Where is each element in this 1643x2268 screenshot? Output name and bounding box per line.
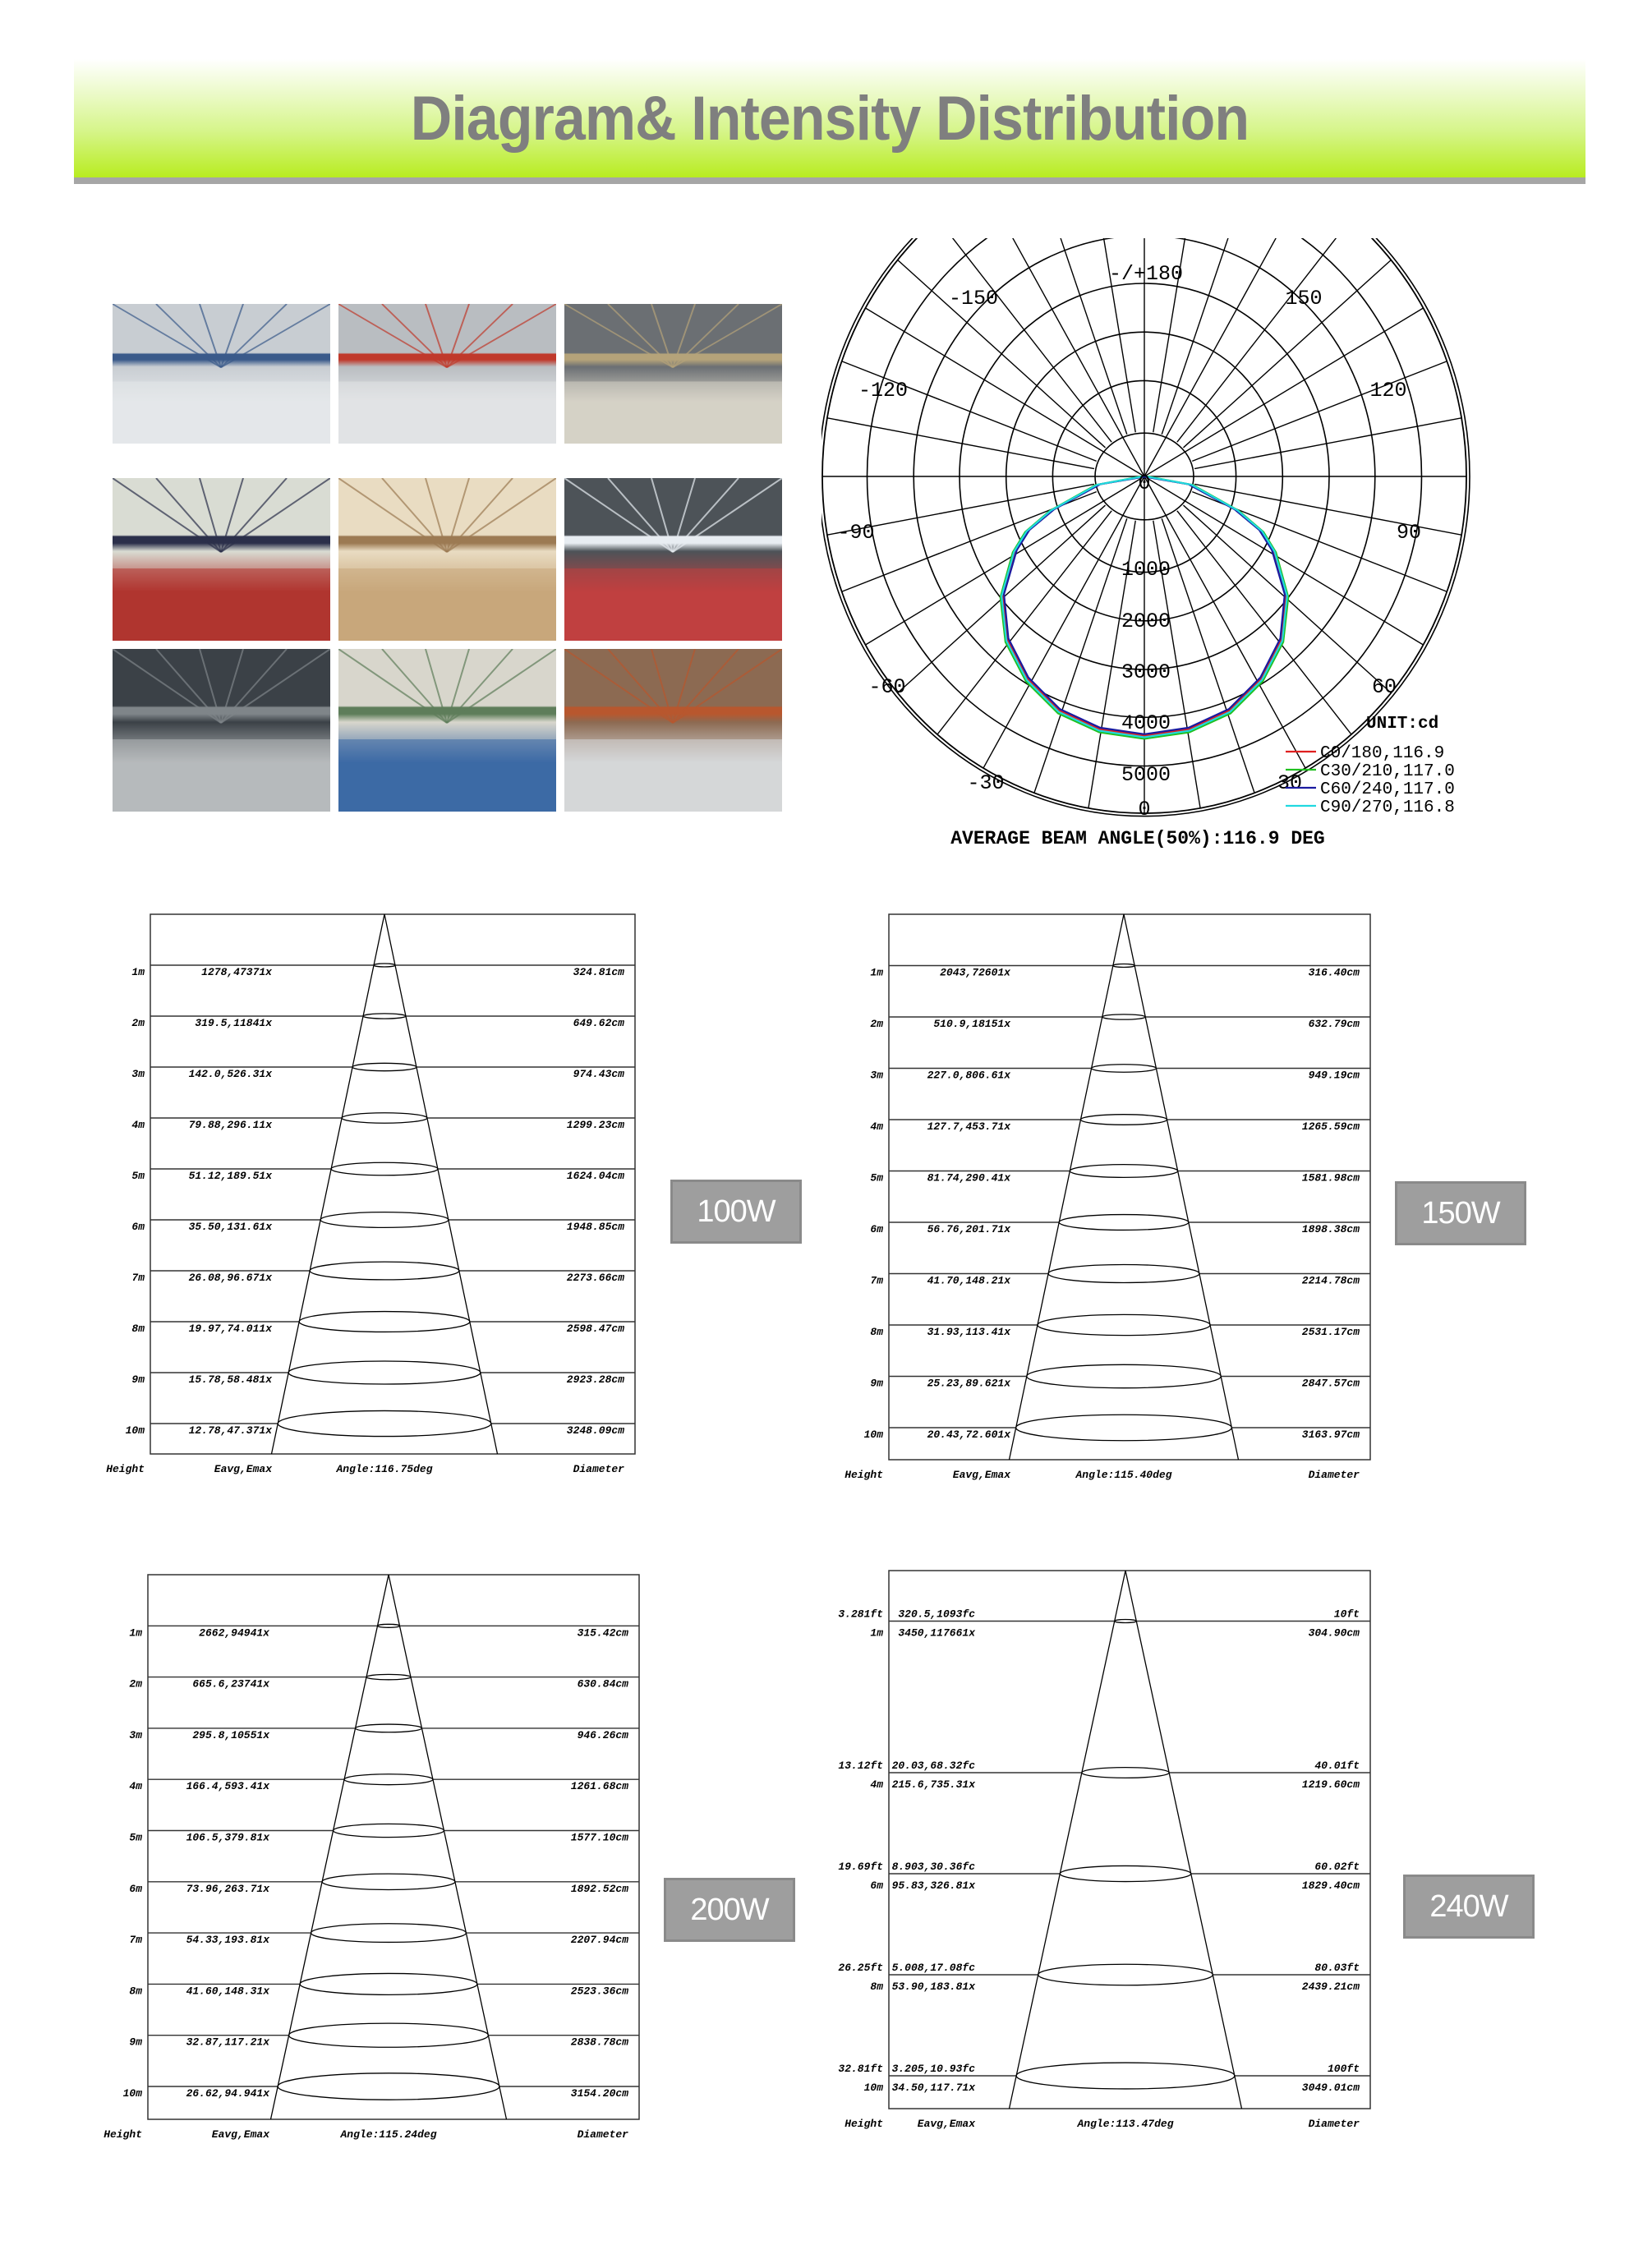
row-diameter: 2531.17cm (1301, 1326, 1360, 1338)
cone-chart-150w (813, 904, 1405, 1495)
row-diameter: 324.81cm (573, 966, 624, 978)
banner-underline (74, 177, 1585, 184)
row-illuminance: 41.60,148.31x (186, 1985, 269, 1998)
beam-ellipse (352, 1063, 417, 1070)
chart-frame (889, 1571, 1370, 2109)
angle-label-120: 120 (1369, 379, 1407, 403)
angle-label-neg150: -150 (948, 287, 999, 311)
row-height: 8m (870, 1326, 883, 1338)
legend-label: C60/240,117.0 (1320, 780, 1455, 799)
wattage-badge-240w: 240W (1403, 1875, 1535, 1939)
row-illuminance: 319.5,11841x (195, 1017, 272, 1029)
beam-ellipse (374, 964, 395, 967)
row-diameter: 304.90cm (1308, 1626, 1360, 1640)
row-diameter: 1898.38cm (1301, 1223, 1360, 1235)
beam-ellipse (1080, 1115, 1167, 1125)
footer-angle-label: Angle:115.40deg (1075, 1469, 1172, 1481)
application-photo-red-roof-truss (338, 304, 556, 444)
angle-label-180: -/+180 (1108, 262, 1184, 286)
beam-ellipse (342, 1113, 427, 1123)
angle-label-neg90: -90 (837, 521, 875, 545)
beam-ellipse (1092, 1065, 1157, 1072)
row-height: 10m (863, 2082, 883, 2094)
polar-spoke (842, 361, 1097, 462)
row-illuminance-fc: 320.5,1093fc (898, 1608, 975, 1621)
row-diameter: 1948.85cm (566, 1221, 624, 1233)
row-illuminance-fc: 20.03,68.32fc (891, 1760, 975, 1772)
cone-chart-100w (74, 904, 665, 1495)
row-height: 6m (129, 1882, 142, 1895)
application-photo-banquet-hall (338, 478, 556, 641)
application-photo-factory-floor (113, 304, 330, 444)
row-diameter: 1261.68cm (570, 1780, 628, 1793)
application-photo-ice-rink (564, 478, 782, 641)
row-height: 7m (131, 1272, 145, 1284)
beam-ellipse (1113, 964, 1134, 968)
row-illuminance-fc: 8.903,30.36fc (891, 1861, 975, 1873)
beam-ellipse (1082, 1768, 1169, 1778)
row-diameter: 1265.59cm (1301, 1120, 1360, 1133)
beam-ellipse (1060, 1865, 1190, 1881)
footer-diameter-label: Diameter (1308, 2118, 1360, 2130)
row-illuminance: 51.12,189.51x (188, 1170, 272, 1182)
row-height: 3m (131, 1068, 145, 1080)
row-height: 5m (870, 1171, 883, 1185)
row-diameter: 2838.78cm (570, 2036, 628, 2049)
polar-curve-2-right (1143, 476, 1285, 734)
footer-e-label: Eavg,Emax (214, 1463, 272, 1475)
cone-edge-right (1124, 914, 1239, 1460)
row-illuminance: 106.5,379.81x (186, 1831, 269, 1844)
row-illuminance: 32.87,117.21x (186, 2036, 269, 2049)
row-height: 7m (870, 1274, 883, 1287)
wattage-badge-100w: 100W (670, 1180, 802, 1244)
row-height: 1m (870, 966, 883, 979)
row-height: 7m (129, 1934, 142, 1947)
row-diameter: 949.19cm (1308, 1069, 1360, 1082)
row-diameter: 1829.40cm (1301, 1879, 1360, 1892)
row-illuminance: 34.50,117.71x (891, 2082, 975, 2094)
beam-ellipse (311, 1924, 467, 1943)
row-height-ft: 3.281ft (838, 1608, 883, 1621)
row-illuminance: 1278,47371x (201, 966, 272, 978)
application-photo-grid (113, 304, 786, 813)
row-illuminance: 3450,117661x (898, 1626, 975, 1640)
cone-edge-right (389, 1575, 507, 2119)
row-diameter-ft: 80.03ft (1314, 1962, 1360, 1974)
cone-chart-240w (813, 1561, 1405, 2152)
row-illuminance: 227.0,806.61x (927, 1069, 1010, 1082)
footer-e-label: Eavg,Emax (211, 2128, 269, 2141)
polar-intensity-diagram (822, 238, 1520, 854)
row-diameter: 3248.09cm (566, 1424, 624, 1437)
beam-ellipse (1102, 1014, 1146, 1019)
footer-diameter-label: Diameter (1308, 1469, 1360, 1481)
row-height: 8m (870, 1980, 883, 1993)
footer-height-label: Height (104, 2128, 142, 2141)
beam-ellipse (363, 1014, 406, 1019)
row-diameter: 2439.21cm (1301, 1980, 1360, 1993)
angle-label-neg30: -30 (967, 771, 1005, 795)
row-diameter: 1577.10cm (570, 1831, 628, 1844)
row-height: 5m (131, 1170, 145, 1182)
row-height: 5m (129, 1831, 142, 1844)
row-illuminance: 166.4,593.41x (186, 1780, 269, 1793)
row-height: 1m (131, 966, 145, 978)
row-illuminance: 41.70,148.21x (927, 1274, 1010, 1287)
row-illuminance: 56.76,201.71x (927, 1223, 1010, 1235)
row-illuminance: 25.23,89.621x (927, 1377, 1010, 1390)
polar-spoke (1177, 238, 1351, 442)
polar-legend (1286, 744, 1455, 817)
row-diameter-ft: 100ft (1327, 2063, 1360, 2075)
title-banner (74, 59, 1585, 179)
application-photo-steel-workshop (564, 304, 782, 444)
row-diameter: 1624.04cm (566, 1170, 624, 1182)
beam-ellipse (310, 1262, 459, 1280)
row-height: 9m (870, 1377, 883, 1390)
row-height: 10m (122, 2087, 142, 2100)
row-illuminance: 295.8,10551x (192, 1728, 269, 1741)
footer-angle-label: Angle:116.75deg (336, 1463, 433, 1475)
radial-label-2000: 2000 (1121, 610, 1171, 633)
footer-height-label: Height (106, 1463, 145, 1475)
cone-edge-left (1010, 914, 1125, 1460)
row-illuminance: 35.50,131.61x (188, 1221, 272, 1233)
beam-ellipse (288, 1361, 481, 1384)
beam-ellipse (1059, 1215, 1189, 1231)
row-diameter: 316.40cm (1308, 966, 1360, 979)
row-height: 3m (870, 1069, 883, 1082)
footer-height-label: Height (845, 1469, 883, 1481)
row-diameter: 2598.47cm (566, 1323, 624, 1335)
angle-label-neg120: -120 (858, 379, 909, 403)
polar-spoke (1192, 361, 1447, 462)
row-height: 2m (131, 1017, 145, 1029)
angle-label-60: 60 (1371, 675, 1397, 699)
row-diameter: 3163.97cm (1301, 1428, 1360, 1441)
application-photo-truss-hangar (113, 649, 330, 812)
row-illuminance: 31.93,113.41x (927, 1326, 1010, 1338)
beam-ellipse (322, 1874, 455, 1889)
beam-ellipse (356, 1724, 422, 1732)
row-diameter: 946.26cm (577, 1728, 628, 1741)
row-height: 10m (125, 1424, 145, 1437)
row-height: 4m (870, 1778, 883, 1791)
row-height: 6m (870, 1223, 883, 1235)
row-illuminance: 215.6,735.31x (891, 1778, 975, 1791)
row-illuminance: 54.33,193.81x (186, 1934, 269, 1947)
beam-ellipse (300, 1973, 477, 1994)
application-photo-rack-storage (564, 649, 782, 812)
row-diameter: 632.79cm (1308, 1018, 1360, 1030)
beam-ellipse (299, 1312, 470, 1332)
radial-label-5000: 5000 (1121, 763, 1171, 787)
footer-diameter-label: Diameter (577, 2128, 628, 2141)
radial-label-4000: 4000 (1121, 711, 1171, 735)
cone-edge-left (271, 1575, 389, 2119)
row-diameter: 315.42cm (577, 1626, 628, 1640)
row-illuminance: 95.83,326.81x (891, 1879, 975, 1892)
beam-ellipse (1038, 1964, 1213, 1985)
beam-ellipse (278, 2073, 499, 2100)
row-diameter: 2923.28cm (566, 1373, 624, 1386)
row-diameter: 2207.94cm (570, 1934, 628, 1947)
row-illuminance: 2662,94941x (199, 1626, 269, 1640)
application-photo-machine-shop (338, 649, 556, 812)
row-diameter-ft: 60.02ft (1314, 1861, 1360, 1873)
row-diameter: 630.84cm (577, 1677, 628, 1691)
row-illuminance: 12.78,47.371x (188, 1424, 272, 1437)
row-height: 2m (129, 1677, 142, 1691)
beam-angle-footer: AVERAGE BEAM ANGLE(50%):116.9 DEG (950, 828, 1325, 849)
row-height-ft: 32.81ft (838, 2063, 883, 2075)
row-diameter: 3154.20cm (570, 2087, 628, 2100)
radial-label-1000: 1000 (1121, 558, 1171, 582)
row-height: 2m (870, 1018, 883, 1030)
angle-label-90: 90 (1396, 521, 1422, 545)
row-height: 8m (129, 1985, 142, 1998)
row-height: 3m (129, 1728, 142, 1741)
angle-label-30: 30 (1277, 771, 1303, 795)
row-illuminance: 127.7,453.71x (927, 1120, 1010, 1133)
row-height: 1m (870, 1626, 883, 1640)
footer-angle-label: Angle:115.24deg (340, 2128, 437, 2141)
cone-edge-right (1125, 1571, 1242, 2109)
row-height: 4m (129, 1780, 142, 1793)
row-diameter: 649.62cm (573, 1017, 624, 1029)
row-height: 6m (870, 1879, 883, 1892)
row-illuminance: 2043,72601x (940, 966, 1010, 979)
beam-ellipse (278, 1410, 491, 1436)
footer-e-label: Eavg,Emax (917, 2118, 975, 2130)
legend-label: C0/180,116.9 (1320, 744, 1445, 763)
row-height-ft: 26.25ft (838, 1962, 883, 1974)
row-diameter: 974.43cm (573, 1068, 624, 1080)
beam-ellipse (1016, 1415, 1232, 1441)
row-illuminance: 665.6,23741x (192, 1677, 269, 1691)
row-diameter-ft: 40.01ft (1314, 1760, 1360, 1772)
row-diameter: 2214.78cm (1301, 1274, 1360, 1287)
beam-ellipse (366, 1674, 411, 1679)
row-illuminance-fc: 5.008,17.08fc (891, 1962, 975, 1974)
row-height: 9m (129, 2036, 142, 2049)
row-height: 10m (863, 1428, 883, 1441)
polar-curve-2-left (1004, 476, 1146, 734)
row-illuminance: 142.0,526.31x (188, 1068, 272, 1080)
row-illuminance: 15.78,58.481x (188, 1373, 272, 1386)
row-height: 8m (131, 1323, 145, 1335)
legend-label: C90/270,116.8 (1320, 798, 1455, 817)
page-title: Diagram& Intensity Distribution (410, 84, 1250, 154)
beam-ellipse (1016, 2063, 1235, 2089)
row-diameter: 3049.01cm (1301, 2082, 1360, 2094)
cone-chart-200w (74, 1565, 665, 2156)
row-height: 4m (131, 1119, 145, 1131)
cone-edge-left (1010, 1571, 1126, 2109)
row-diameter: 2847.57cm (1301, 1377, 1360, 1390)
row-illuminance: 26.62,94.941x (186, 2087, 269, 2100)
application-photo-produce-warehouse (113, 478, 330, 641)
row-height-ft: 13.12ft (838, 1760, 883, 1772)
row-height: 1m (129, 1626, 142, 1640)
row-illuminance: 81.74,290.41x (927, 1171, 1010, 1185)
beam-ellipse (1038, 1314, 1210, 1335)
row-diameter: 2273.66cm (566, 1272, 624, 1284)
row-illuminance: 20.43,72.601x (927, 1428, 1010, 1441)
beam-ellipse (289, 2023, 489, 2047)
beam-ellipse (1115, 1620, 1137, 1623)
beam-ellipse (1027, 1364, 1221, 1387)
row-illuminance: 510.9,18151x (933, 1018, 1010, 1030)
row-diameter: 1892.52cm (570, 1882, 628, 1895)
row-diameter: 1299.23cm (566, 1119, 624, 1131)
row-height: 6m (131, 1221, 145, 1233)
polar-spoke (937, 238, 1111, 442)
polar-spoke (898, 260, 1106, 447)
wattage-badge-150w: 150W (1395, 1181, 1526, 1245)
angle-label-neg60: -60 (868, 675, 906, 699)
angle-label-0: 0 (1138, 798, 1151, 821)
row-height: 9m (131, 1373, 145, 1386)
row-height: 4m (870, 1120, 883, 1133)
beam-ellipse (1070, 1165, 1177, 1178)
footer-angle-label: Angle:113.47deg (1077, 2118, 1174, 2130)
row-illuminance-fc: 3.205,10.93fc (891, 2063, 975, 2075)
legend-label: C30/210,117.0 (1320, 762, 1455, 781)
footer-height-label: Height (845, 2118, 883, 2130)
row-diameter: 1581.98cm (1301, 1171, 1360, 1185)
wattage-badge-200w: 200W (664, 1878, 795, 1942)
footer-e-label: Eavg,Emax (952, 1469, 1010, 1481)
beam-ellipse (1048, 1264, 1199, 1282)
center-label: 0 (1138, 472, 1151, 495)
radial-label-3000: 3000 (1121, 660, 1171, 684)
row-diameter: 2523.36cm (570, 1985, 628, 1998)
row-illuminance: 19.97,74.011x (188, 1323, 272, 1335)
footer-diameter-label: Diameter (573, 1463, 624, 1475)
beam-ellipse (331, 1162, 438, 1175)
row-illuminance: 53.90,183.81x (891, 1980, 975, 1993)
beam-ellipse (334, 1824, 444, 1837)
beam-ellipse (344, 1774, 433, 1785)
angle-label-150: 150 (1285, 287, 1323, 311)
beam-ellipse (320, 1212, 449, 1228)
unit-label: UNIT:cd (1366, 715, 1439, 734)
row-diameter: 1219.60cm (1301, 1778, 1360, 1791)
beam-ellipse (378, 1624, 400, 1627)
row-diameter-ft: 10ft (1333, 1608, 1360, 1621)
row-illuminance: 79.88,296.11x (188, 1119, 272, 1131)
row-illuminance: 73.96,263.71x (186, 1882, 269, 1895)
row-illuminance: 26.08,96.671x (188, 1272, 272, 1284)
row-height-ft: 19.69ft (838, 1861, 883, 1873)
